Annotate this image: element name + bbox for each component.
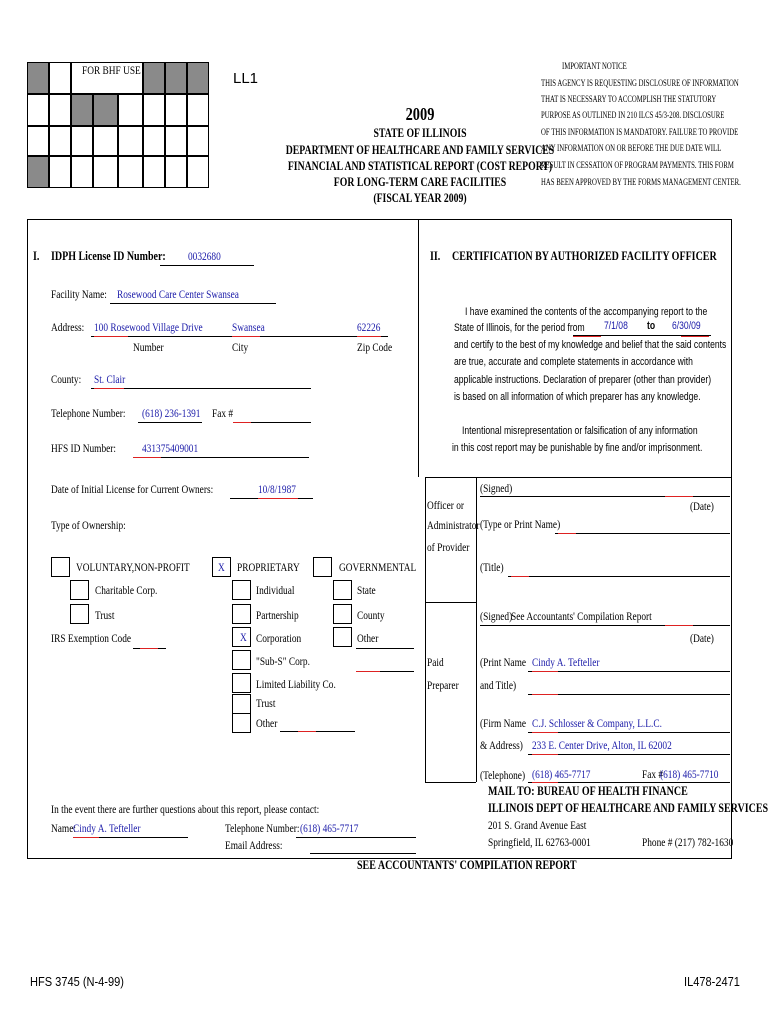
- address-label: Address:: [51, 320, 85, 334]
- other2-checkbox[interactable]: [333, 627, 352, 647]
- title-label: (Title): [480, 560, 504, 574]
- type-name-mark: [558, 533, 576, 534]
- contact-phone-underline: [296, 837, 416, 838]
- llc-label: Limited Liability Co.: [256, 677, 336, 691]
- contact-email-underline: [310, 853, 416, 854]
- frame-right: [731, 219, 732, 859]
- mail-line-2: ILLINOIS DEPT OF HEALTHCARE AND FAMILY SERVICES: [488, 801, 769, 815]
- county-checkbox[interactable]: [333, 604, 352, 624]
- and-title-mark: [532, 694, 558, 695]
- firm-address-value[interactable]: 233 E. Center Drive, Alton, IL 62002: [532, 738, 672, 752]
- initial-license-value[interactable]: 10/8/1987: [258, 482, 296, 496]
- street-value[interactable]: 100 Rosewood Village Drive: [94, 320, 203, 334]
- initial-license-underline-mark: [258, 498, 298, 499]
- preparer-block-bottom: [425, 782, 476, 783]
- grid-cell: [143, 156, 165, 188]
- grid-cell: [49, 94, 71, 126]
- report-year: 2009: [405, 104, 435, 124]
- license-label: IDPH License ID Number:: [51, 249, 166, 263]
- signed-label: (Signed): [480, 481, 513, 495]
- notice-line: RESULT IN CESSATION OF PROGRAM PAYMENTS. THIS FORM: [541, 160, 734, 170]
- city-caption: City: [232, 340, 249, 354]
- cert-line-5: applicable instructions. Declaration of preparer (other than provider): [454, 374, 712, 386]
- facility-label: Facility Name:: [51, 287, 107, 301]
- telephone-mark: [532, 782, 558, 783]
- and-address-label: & Address): [480, 738, 523, 752]
- cert-line-4: are true, accurate and complete statements in accordance with: [454, 356, 693, 368]
- preparer-fax-value[interactable]: (618) 465-7710: [660, 767, 719, 781]
- cert-line-3: and certify to the best of my knowledge and belief that the said contents: [454, 339, 727, 351]
- grid-cell: [27, 94, 49, 126]
- title-line-5: (FISCAL YEAR 2009): [373, 191, 467, 205]
- llc-checkbox[interactable]: [232, 673, 251, 693]
- individual-checkbox[interactable]: [232, 580, 251, 600]
- grid-cell: [93, 94, 118, 126]
- contact-email-label: Email Address:: [225, 838, 283, 852]
- number-caption: Number: [133, 340, 164, 354]
- sub-s-label: "Sub-S" Corp.: [256, 654, 310, 668]
- address-underline-mark: [94, 336, 128, 337]
- grid-cell: [49, 156, 71, 188]
- partnership-label: Partnership: [256, 608, 299, 622]
- paid-label: Paid: [427, 655, 444, 669]
- grid-cell: [71, 156, 93, 188]
- county-underline: [91, 388, 311, 389]
- grid-cell: [49, 62, 71, 94]
- preparer-name-value[interactable]: Cindy A. Tefteller: [532, 655, 600, 669]
- other-underline: [280, 731, 355, 732]
- hfs-underline-mark: [133, 457, 161, 458]
- officer-block-top: [425, 477, 731, 478]
- warning-line-1: Intentional misrepresentation or falsification of any information: [462, 425, 698, 437]
- license-value[interactable]: 0032680: [188, 249, 221, 263]
- print-name-label: (Print Name: [480, 655, 527, 669]
- trust-label: Trust: [95, 608, 115, 622]
- other-underline-mark: [298, 731, 316, 732]
- date2-label: (Date): [690, 631, 714, 645]
- section-ii-title: CERTIFICATION BY AUTHORIZED FACILITY OFFICER: [452, 249, 717, 263]
- grid-cell: [187, 94, 209, 126]
- title-line-2: DEPARTMENT OF HEALTHCARE AND FAMILY SERVICES: [285, 143, 555, 157]
- firm-address-line: [528, 754, 730, 755]
- notice-line: ANY INFORMATION ON OR BEFORE THE DUE DATE WILL: [541, 143, 722, 153]
- other2-label: Other: [357, 631, 379, 645]
- signed2-date-mark: [665, 625, 693, 626]
- charitable-checkbox[interactable]: [70, 580, 89, 600]
- zip-caption: Zip Code: [357, 340, 393, 354]
- notice-line: PURPOSE AS OUTLINED IN 210 ILCS 45/3-208. DISCLOSURE: [541, 110, 725, 120]
- grid-cell: [93, 126, 118, 156]
- mail-phone: Phone # (217) 782-1630: [642, 835, 734, 849]
- cert-line-1: I have examined the contents of the accompanying report to the: [465, 306, 708, 318]
- type-name-line: [555, 533, 730, 534]
- grid-cell: [27, 62, 49, 94]
- grid-cell: [71, 94, 93, 126]
- section-i-numeral: I.: [33, 249, 40, 263]
- state-label: State: [357, 583, 376, 597]
- trust2-label: Trust: [256, 696, 276, 710]
- notice-line: THAT IS NECESSARY TO ACCOMPLISH THE STATUTORY: [541, 94, 717, 104]
- governmental-label: GOVERNMENTAL: [339, 560, 417, 574]
- voluntary-label: VOLUNTARY,NON-PROFIT: [76, 560, 190, 574]
- preparer-fax-label: Fax #: [642, 767, 664, 781]
- grid-cell: [165, 126, 187, 156]
- preparer-name-mark: [532, 671, 558, 672]
- grid-cell: [143, 126, 165, 156]
- signed2-label: (Signed): [480, 609, 513, 623]
- and-title-line: [528, 694, 730, 695]
- grid-cell: [118, 126, 143, 156]
- city-underline-mark: [232, 336, 260, 337]
- grid-cell: [27, 126, 49, 156]
- hfs-label: HFS ID Number:: [51, 441, 117, 455]
- county-underline-mark: [94, 388, 124, 389]
- officer-label-2: Administrator: [427, 518, 480, 532]
- period-to-word: to: [647, 320, 656, 332]
- and-title-label: and Title): [480, 678, 517, 692]
- title-line-1: STATE OF ILLINOIS: [373, 126, 467, 140]
- county-label: County:: [51, 372, 82, 386]
- state-checkbox[interactable]: [333, 580, 352, 600]
- compilation-note: See Accountants' Compilation Report: [511, 609, 652, 623]
- other-checkbox[interactable]: [232, 713, 251, 733]
- notice-line: HAS BEEN APPROVED BY THE FORMS MANAGEMENT CENTER.: [541, 177, 741, 187]
- grid-cell: [27, 156, 49, 188]
- license-underline: [160, 265, 254, 266]
- preparer-label: Preparer: [427, 678, 459, 692]
- mail-line-3: 201 S. Grand Avenue East: [488, 818, 587, 832]
- section-ii-numeral: II.: [430, 249, 441, 263]
- phone-value[interactable]: (618) 236-1391: [142, 406, 201, 420]
- preparer-name-line: [528, 671, 730, 672]
- irs-exemption-label: IRS Exemption Code: [51, 631, 132, 645]
- voluntary-checkbox[interactable]: [51, 557, 70, 577]
- facility-value[interactable]: Rosewood Care Center Swansea: [117, 287, 239, 301]
- telephone-line: [528, 782, 730, 783]
- contact-phone-value[interactable]: (618) 465-7717: [300, 821, 359, 835]
- title-line: [508, 576, 730, 577]
- hfs-value[interactable]: 431375409001: [142, 441, 199, 455]
- frame-top: [27, 219, 732, 220]
- proprietary-label: PROPRIETARY: [237, 560, 300, 574]
- frame-left: [27, 219, 28, 859]
- city-value[interactable]: Swansea: [232, 320, 265, 334]
- officer-label-1: Officer or: [427, 498, 464, 512]
- cert-line-2: State of Illinois, for the period from: [454, 322, 585, 334]
- grid-cell: [143, 94, 165, 126]
- grid-cell: [165, 94, 187, 126]
- other2-underline-mark: [356, 671, 380, 672]
- partnership-checkbox[interactable]: [232, 604, 251, 624]
- title-line-3: FINANCIAL AND STATISTICAL REPORT (COST REPORT): [287, 159, 553, 173]
- trust2-checkbox[interactable]: [232, 694, 251, 714]
- cert-line-6: is based on all information of which preparer has any knowledge.: [454, 391, 701, 403]
- county-value[interactable]: St. Clair: [94, 372, 126, 386]
- notice-line: OF THIS INFORMATION IS MANDATORY. FAILURE TO PROVIDE: [541, 127, 739, 137]
- officer-block-left: [425, 477, 426, 782]
- officer-preparer-divider: [425, 602, 476, 603]
- individual-label: Individual: [256, 583, 295, 597]
- grid-cell: [118, 94, 143, 126]
- bhf-use-label: FOR BHF USE: [82, 63, 141, 77]
- zip-value[interactable]: 62226: [357, 320, 381, 334]
- charitable-label: Charitable Corp.: [95, 583, 158, 597]
- period-underline-mark-2: [681, 336, 709, 337]
- contact-question: In the event there are further questions about this report, please contact:: [51, 802, 320, 816]
- see-report-note: SEE ACCOUNTANTS' COMPILATION REPORT: [357, 858, 577, 872]
- firm-name-label: (Firm Name: [480, 716, 527, 730]
- grid-cell: [71, 126, 93, 156]
- county-type-label: County: [357, 608, 385, 622]
- page-id: IL478-2471: [684, 974, 740, 989]
- corporation-label: Corporation: [256, 631, 302, 645]
- firm-address-mark: [532, 754, 558, 755]
- grid-cell: [118, 156, 143, 188]
- grid-cell: [165, 62, 187, 94]
- firm-name-line: [528, 732, 730, 733]
- facility-underline: [110, 303, 276, 304]
- type-name-label: (Type or Print Name): [480, 517, 561, 531]
- proprietary-mark: X: [218, 560, 225, 574]
- mail-line-4: Springfield, IL 62763-0001: [488, 835, 591, 849]
- telephone-label: (Telephone): [480, 768, 526, 782]
- firm-name-value[interactable]: C.J. Schlosser & Company, L.L.C.: [532, 716, 662, 730]
- form-code: LL1: [233, 70, 259, 87]
- corporation-mark: X: [240, 630, 247, 644]
- grid-cell: [165, 156, 187, 188]
- governmental-checkbox[interactable]: [313, 557, 332, 577]
- firm-name-mark: [532, 732, 558, 733]
- phone-label: Telephone Number:: [51, 406, 126, 420]
- trust-checkbox[interactable]: [70, 604, 89, 624]
- other-label: Other: [256, 716, 278, 730]
- telephone-value[interactable]: (618) 465-7717: [532, 767, 591, 781]
- grid-cell: [93, 156, 118, 188]
- contact-name-value[interactable]: Cindy A. Tefteller: [73, 821, 141, 835]
- contact-name-underline-mark: [73, 837, 99, 838]
- fax-label: Fax #: [212, 406, 234, 420]
- sub-s-checkbox[interactable]: [232, 650, 251, 670]
- grid-cell: [187, 126, 209, 156]
- initial-license-label: Date of Initial License for Current Owners:: [51, 482, 214, 496]
- grid-cell: [49, 126, 71, 156]
- period-from-value[interactable]: 7/1/08: [604, 320, 628, 332]
- signature-date-mark: [665, 496, 693, 497]
- fax-underline-mark: [233, 422, 251, 423]
- grid-cell: [187, 62, 209, 94]
- grid-cell: [187, 156, 209, 188]
- other2-underline: [356, 648, 414, 649]
- title-line-4: FOR LONG-TERM CARE FACILITIES: [333, 175, 507, 189]
- section-divider: [418, 219, 419, 477]
- mail-line-1: MAIL TO: BUREAU OF HEALTH FINANCE: [488, 784, 688, 798]
- zip-underline-mark: [357, 336, 381, 337]
- warning-line-2: in this cost report may be punishable by fine and/or imprisonment.: [452, 442, 703, 454]
- ownership-label: Type of Ownership:: [51, 518, 126, 532]
- date-label: (Date): [690, 499, 714, 513]
- form-id: HFS 3745 (N-4-99): [30, 974, 124, 989]
- irs-underline-mark: [140, 648, 158, 649]
- notice-title: IMPORTANT NOTICE: [562, 61, 627, 71]
- contact-name-label: Name:: [51, 821, 76, 835]
- phone-underline: [138, 422, 202, 423]
- officer-label-3: of Provider: [427, 540, 470, 554]
- title-mark: [511, 576, 529, 577]
- period-underline-mark-1: [573, 336, 601, 337]
- period-to-value[interactable]: 6/30/09: [672, 320, 701, 332]
- grid-cell: [143, 62, 165, 94]
- contact-phone-label: Telephone Number:: [225, 821, 300, 835]
- notice-line: THIS AGENCY IS REQUESTING DISCLOSURE OF INFORMATION: [541, 78, 739, 88]
